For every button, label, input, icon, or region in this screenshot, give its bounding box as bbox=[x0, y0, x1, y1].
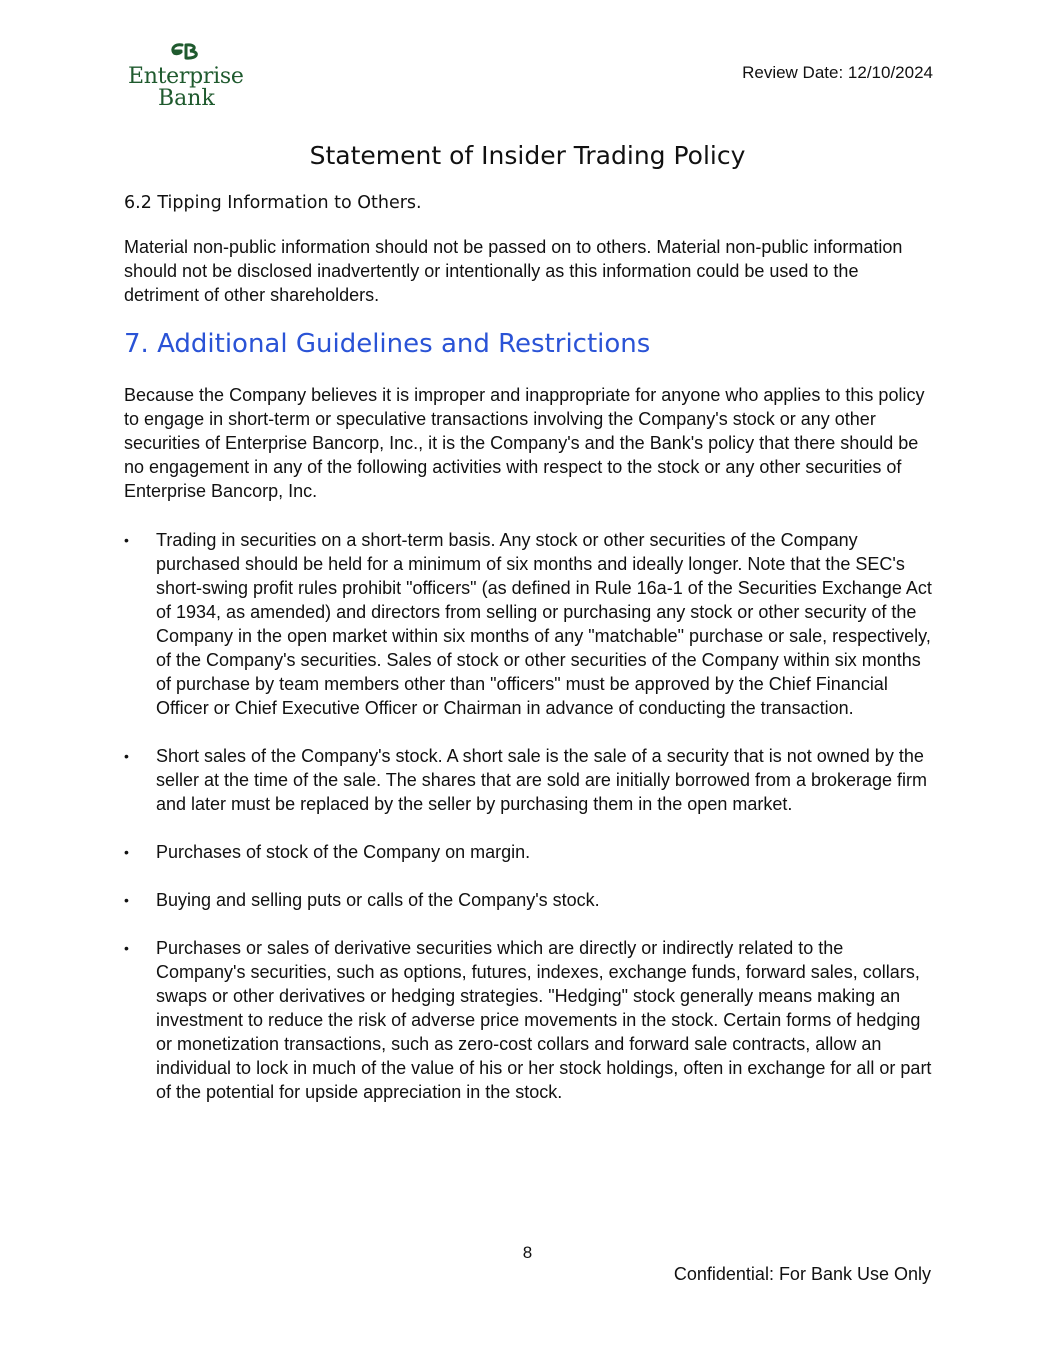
section-6-2-heading: 6.2 Tipping Information to Others. bbox=[124, 193, 422, 213]
list-item-text: Purchases or sales of derivative securities which are directly or indirectly related to the Company's securities, such as options, futures, indexes, exchange funds, forward sales, collars, swaps or other derivatives or hedging strategies. "Hedging" stock generally means making an investment to reduce the risk of adverse price movements in the stock. Certain forms of hedging or monetization transactions, such as zero-cost collars and forward sale contracts, allow an individual to lock in much of the value of his or her stock holdings, often in exchange for all or part of the potential for upside appreciation in the stock. bbox=[156, 938, 932, 1102]
list-item bbox=[124, 528, 934, 720]
list-item-text: Buying and selling puts or calls of the Company's stock. bbox=[156, 890, 600, 910]
bullet-icon: • bbox=[124, 940, 129, 956]
section-7-heading: 7. Additional Guidelines and Restrictions bbox=[124, 329, 651, 359]
review-date: Review Date: 12/10/2024 bbox=[742, 63, 933, 82]
document-body bbox=[124, 193, 934, 1128]
bullet-icon: • bbox=[124, 892, 129, 908]
restrictions-list bbox=[124, 528, 934, 1104]
confidential-footer: Confidential: For Bank Use Only bbox=[673, 1264, 931, 1284]
list-item-text: Trading in securities on a short-term basis. Any stock or other securities of the Company purchased should be held for a minimum of six months and ideally longer. Note that the SEC's short-swing profit rules prohibit "officers" (as defined in Rule 16a-1 of the Securities Exchange Act of 1934, as amended) and directors from selling or purchasing any stock or other security of the Company in the open market within six months of any "matchable" purchase or sale, respectively, of the Company's securities. Sales of stock or other securities of the Company within six months of purchase by team members other than "officers" must be approved by the Chief Financial Officer or Chief Executive Officer or Chairman in advance of conducting the transaction. bbox=[156, 530, 932, 718]
section-7-intro: Because the Company believes it is improper and inappropriate for anyone who applies to this policy to engage in short-term or speculative transactions involving the Company's stock or any other securities of Enterprise Bancorp, Inc., it is the Company's and the Bank's policy that there should be no engagement in any of the following activities with respect to the stock or any other securities of Enterprise Bancorp, Inc. bbox=[124, 385, 925, 501]
logo-text-bank: Bank bbox=[158, 86, 215, 111]
list-item bbox=[124, 888, 934, 912]
list-item-text: Purchases of stock of the Company on margin. bbox=[156, 842, 531, 862]
eb-monogram-icon bbox=[168, 42, 204, 62]
list-item bbox=[124, 936, 934, 1104]
list-item-text: Short sales of the Company's stock. A short sale is the sale of a security that is not owned by the seller at the time of the sale. The shares that are sold are initially borrowed from a brokerage firm and later must be replaced by the seller by purchasing them in the open market. bbox=[156, 746, 928, 814]
bullet-icon: • bbox=[124, 844, 129, 860]
enterprise-bank-logo bbox=[128, 42, 246, 114]
document-title: Statement of Insider Trading Policy bbox=[309, 141, 746, 170]
page-number: 8 bbox=[522, 1243, 533, 1262]
logo-text-enterprise: Enterprise bbox=[128, 64, 244, 89]
list-item bbox=[124, 840, 934, 864]
section-6-2-body: Material non-public information should not be passed on to others. Material non-public information should not be disclosed inadvertently or intentionally as this information could be used to the detriment of other shareholders. bbox=[124, 237, 903, 305]
bullet-icon: • bbox=[124, 532, 129, 548]
list-item bbox=[124, 744, 934, 816]
bullet-icon: • bbox=[124, 748, 129, 764]
